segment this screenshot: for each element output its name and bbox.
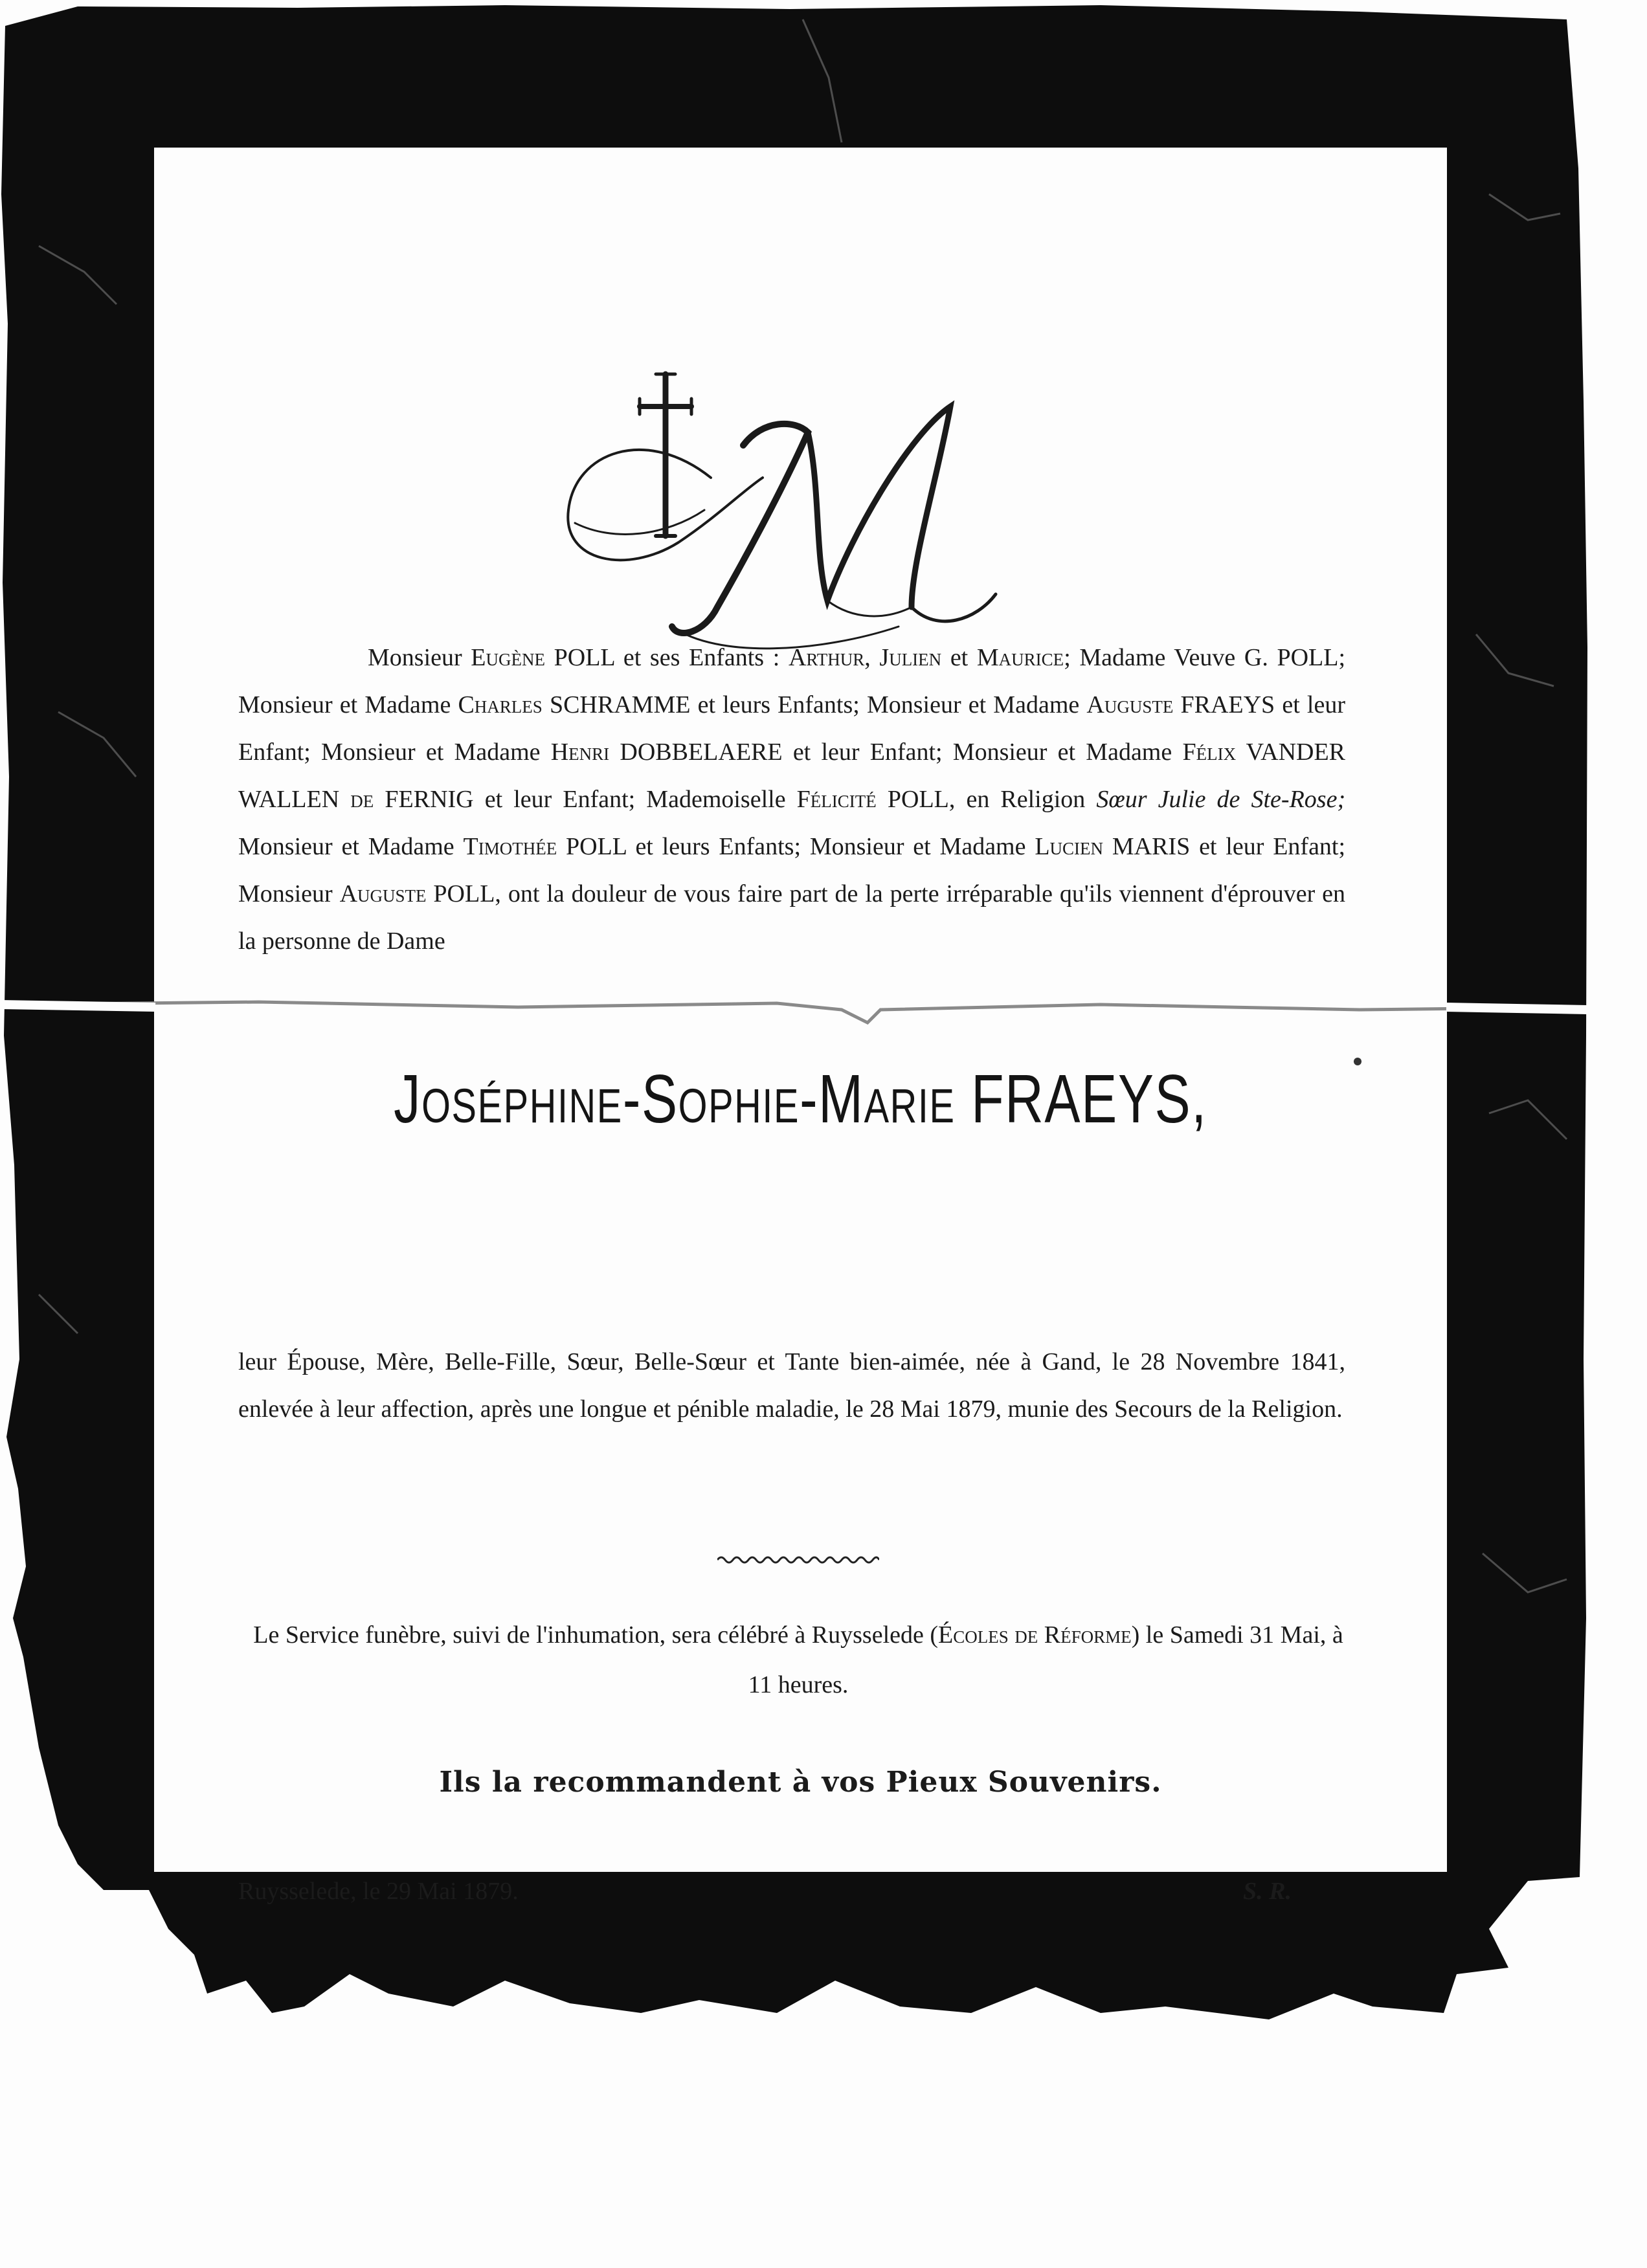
service-text-before: Le Service funèbre, suivi de l'inhumation, sera célébré à Ruysselede ( <box>253 1621 939 1649</box>
name-julien: Julien <box>879 644 942 671</box>
text-after-schramme: et leurs Enfants; Monsieur et Madame <box>697 691 1080 718</box>
text-after-religious: Monsieur et Madame <box>238 833 454 860</box>
name-lucien: Lucien <box>1035 833 1104 860</box>
place-and-date: Ruysselede, le 29 Mai 1879. <box>238 1878 519 1905</box>
surname-vander-wallen: VANDER WALLEN <box>238 739 1346 813</box>
announcement-paragraph <box>238 634 1345 965</box>
wavy-divider <box>717 1552 879 1568</box>
text-en-religion: en Religion <box>966 786 1086 813</box>
text-after-maris: et leur Enfant; Monsieur <box>238 833 1346 907</box>
name-timothee: Timothée <box>463 833 557 860</box>
text-after-fraeys: et leur Enfant; Monsieur et Madame <box>238 691 1345 766</box>
surname-poll-timothee: POLL <box>566 833 627 860</box>
text-after-timothee: et leurs Enfants; Monsieur et Madame <box>635 833 1026 860</box>
deceased-surname: FRAEYS, <box>971 1061 1207 1137</box>
name-auguste: Auguste <box>1086 691 1174 718</box>
deceased-given-names: Joséphine-Sophie-Marie <box>394 1061 956 1137</box>
name-arthur: Arthur, <box>788 644 871 671</box>
crease-tear <box>0 1005 155 1007</box>
notice-paper <box>154 148 1447 1905</box>
text-closing: ont la douleur de vous faire part de la perte irréparable qu'ils viennent d'éprouver en la personne de Dame <box>238 880 1345 955</box>
text-after-fernig: et leur Enfant; Mademoiselle <box>484 786 786 813</box>
name-felicite: Félicité <box>796 786 877 813</box>
religious-name: Sœur Julie de Ste-Rose; <box>1096 786 1346 813</box>
name-eugene: Eugène <box>471 644 545 671</box>
particle-de: de <box>350 786 374 813</box>
text-after-dobbelaere: et leur Enfant; Monsieur et Madame <box>792 739 1172 766</box>
name-charles: Charles <box>458 691 543 718</box>
text-madame-veuve: ; Madame Veuve G. POLL; Monsieur et Madame <box>238 644 1346 718</box>
surname-dobbelaere: DOBBELAERE <box>620 739 783 766</box>
service-ecoles: Écoles de Réforme <box>938 1621 1132 1649</box>
details-paragraph: leur Épouse, Mère, Belle-Fille, Sœur, Belle-Sœur et Tante bien-aimée, née à Gand, le 28 Novembre 1841, enlevée à leur affection, après une longue et pénible maladie, le 28 Mai 1879, munie des Secours de la Religion. <box>238 1348 1345 1423</box>
deceased-name <box>297 1060 1305 1139</box>
name-maurice: Maurice <box>976 644 1064 671</box>
name-henri: Henri <box>550 739 610 766</box>
service-paragraph <box>251 1610 1345 1710</box>
surname-schramme: SCHRAMME <box>549 691 691 718</box>
text-monsieur: Monsieur <box>368 644 462 671</box>
surname-maris: MARIS <box>1112 833 1191 860</box>
text-children: et ses Enfants : <box>623 644 780 671</box>
crease-tear-right <box>1446 1007 1587 1010</box>
recommendation-line: Ils la recommandent à vos Pieux Souvenirs. <box>439 1766 1162 1799</box>
surname-fraeys: FRAEYS <box>1180 691 1275 718</box>
name-felix: Félix <box>1182 739 1237 766</box>
text-and: et <box>950 644 969 671</box>
surname-poll-auguste: POLL, <box>433 880 501 907</box>
surname-poll: POLL <box>554 644 615 671</box>
service-text-after: ) le Samedi 31 Mai, à 11 heures. <box>748 1621 1343 1698</box>
name-auguste-2: Auguste <box>339 880 427 907</box>
printer-initials: S. R. <box>1243 1878 1292 1905</box>
surname-poll-felicite: POLL, <box>887 786 956 813</box>
torn-corner <box>1580 0 1647 39</box>
surname-fernig: FERNIG <box>385 786 474 813</box>
